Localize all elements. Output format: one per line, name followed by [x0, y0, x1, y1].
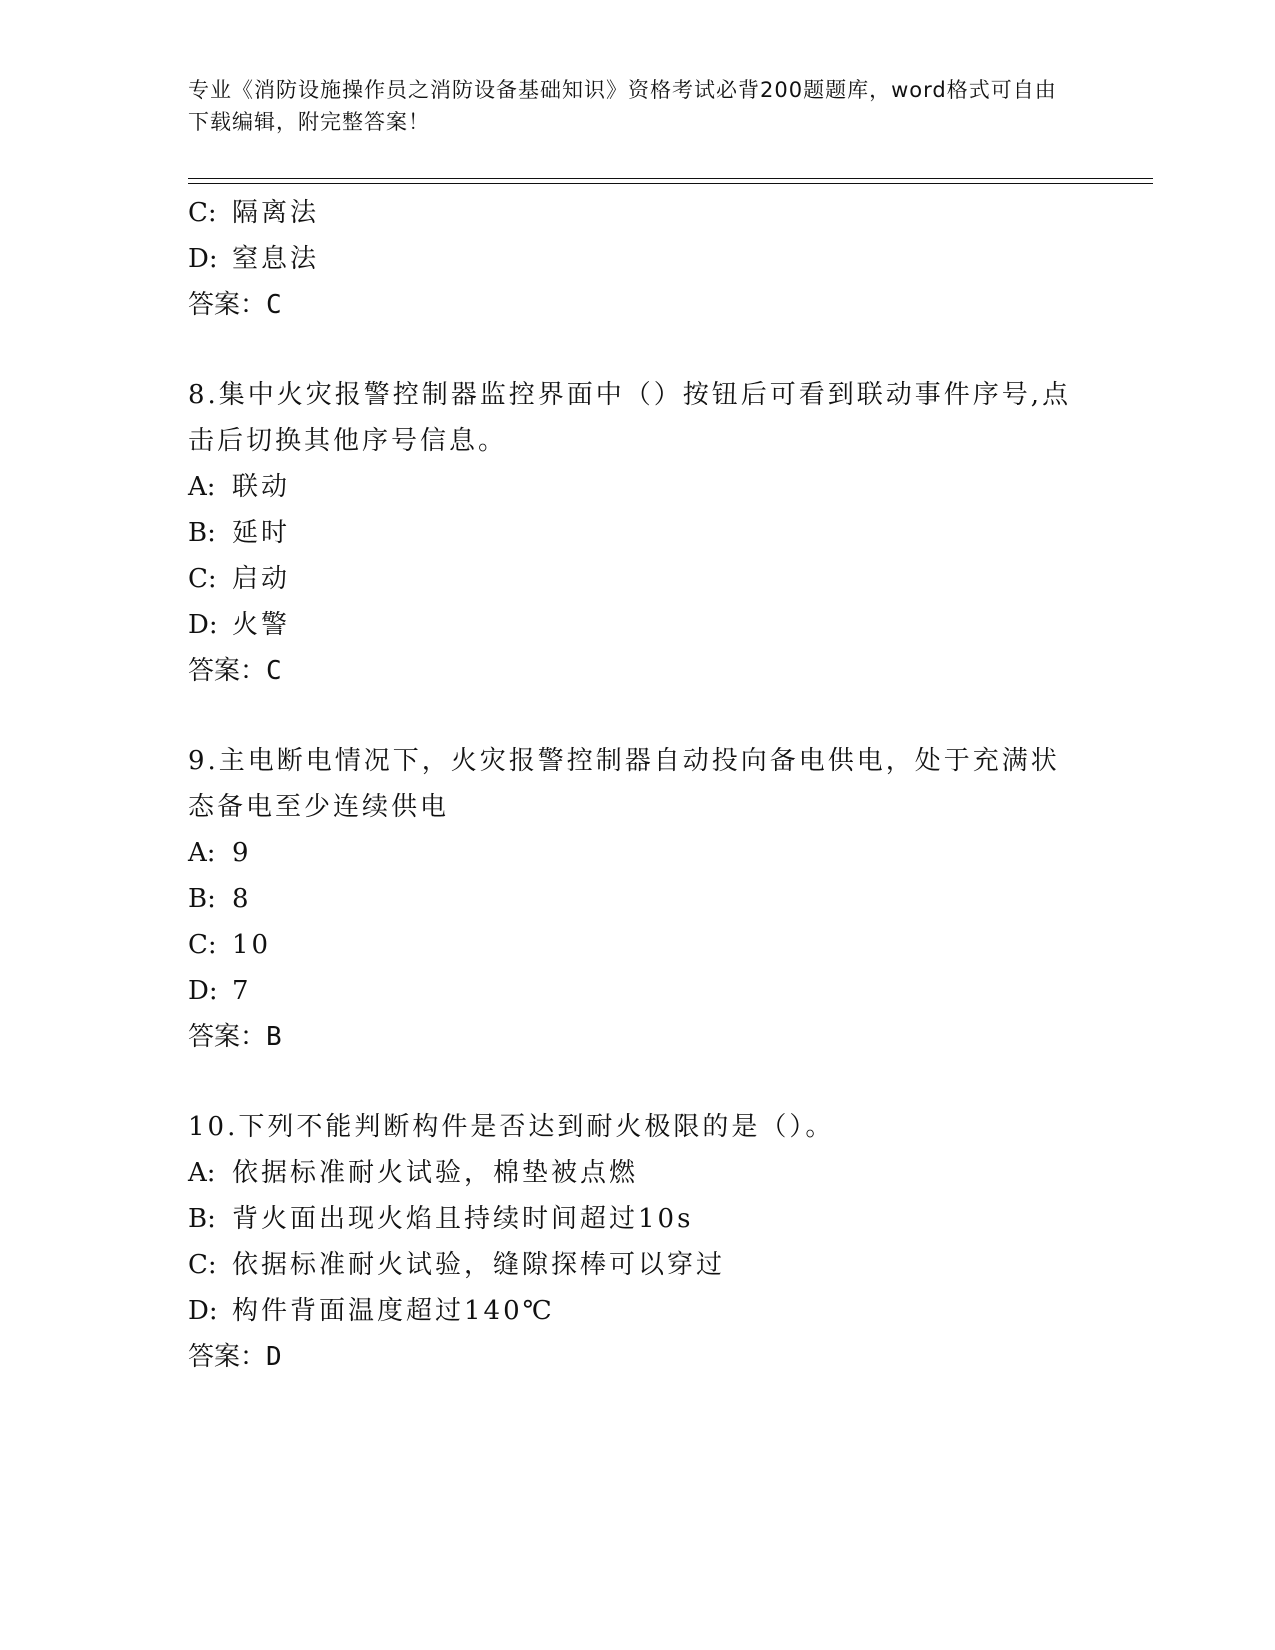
answer-line	[188, 1334, 1088, 1380]
option-key: C:	[188, 930, 217, 960]
option-line	[188, 1242, 1088, 1288]
answer-line	[188, 648, 1088, 694]
answer-line	[188, 1014, 1088, 1060]
option-text: 联动	[232, 472, 291, 502]
option-key: A:	[188, 472, 216, 502]
answer-value: C	[266, 656, 282, 686]
option-text: 9	[232, 838, 252, 868]
answer-value: D	[266, 1342, 282, 1372]
option-text: 火警	[232, 610, 291, 640]
option-key: D:	[188, 976, 218, 1006]
question-text: 9.主电断电情况下，火灾报警控制器自动投向备电供电，处于充满状	[188, 746, 1060, 776]
option-line	[188, 1150, 1088, 1196]
answer-label: 答案：	[188, 290, 267, 320]
option-line	[188, 968, 1088, 1014]
header-rule-top	[188, 178, 1153, 179]
option-line	[188, 510, 1088, 556]
question-text: 10.下列不能判断构件是否达到耐火极限的是（）。	[188, 1112, 835, 1142]
header-rule-bottom	[188, 183, 1153, 184]
option-key: B:	[188, 518, 216, 548]
option-line	[188, 1288, 1088, 1334]
option-text: 窒息法	[232, 244, 320, 274]
document-header: 专业《消防设施操作员之消防设备基础知识》资格考试必背200题题库，word格式可自由下载编辑，附完整答案！	[188, 78, 1057, 134]
answer-value: B	[266, 1022, 282, 1052]
option-text: 构件背面温度超过140℃	[232, 1296, 555, 1326]
option-line	[188, 1196, 1088, 1242]
option-line	[188, 922, 1088, 968]
option-text: 8	[232, 884, 252, 914]
question-text-cont: 击后切换其他序号信息。	[188, 426, 508, 456]
question-text-cont: 态备电至少连续供电	[188, 792, 450, 822]
option-line	[188, 602, 1088, 648]
option-line	[188, 236, 1088, 282]
option-line	[188, 876, 1088, 922]
option-text: 背火面出现火焰且持续时间超过10s	[232, 1204, 694, 1234]
carryover-block	[188, 190, 1088, 328]
question-block	[188, 372, 1088, 694]
answer-line	[188, 282, 1088, 328]
answer-value: C	[266, 290, 282, 320]
option-line	[188, 464, 1088, 510]
option-text: 隔离法	[232, 198, 320, 228]
option-text: 依据标准耐火试验，缝隙探棒可以穿过	[232, 1250, 726, 1280]
option-key: D:	[188, 610, 218, 640]
option-text: 延时	[232, 518, 291, 548]
question-list	[188, 190, 1088, 1380]
option-line	[188, 556, 1088, 602]
option-text: 启动	[232, 564, 291, 594]
option-key: C:	[188, 564, 217, 594]
answer-label: 答案：	[188, 656, 267, 686]
option-text: 7	[232, 976, 252, 1006]
answer-label: 答案：	[188, 1022, 267, 1052]
option-key: B:	[188, 1204, 216, 1234]
option-text: 依据标准耐火试验，棉垫被点燃	[232, 1158, 639, 1188]
question-block	[188, 738, 1088, 1060]
option-key: A:	[188, 1158, 216, 1188]
option-key: C:	[188, 1250, 217, 1280]
option-line	[188, 190, 1088, 236]
option-key: C:	[188, 198, 217, 228]
option-key: D:	[188, 1296, 218, 1326]
option-key: A:	[188, 838, 216, 868]
option-line	[188, 830, 1088, 876]
answer-label: 答案：	[188, 1342, 267, 1372]
option-key: B:	[188, 884, 216, 914]
question-block	[188, 1104, 1088, 1380]
question-text: 8.集中火灾报警控制器监控界面中（）按钮后可看到联动事件序号,点	[188, 380, 1072, 410]
option-text: 10	[232, 930, 272, 960]
option-key: D:	[188, 244, 218, 274]
